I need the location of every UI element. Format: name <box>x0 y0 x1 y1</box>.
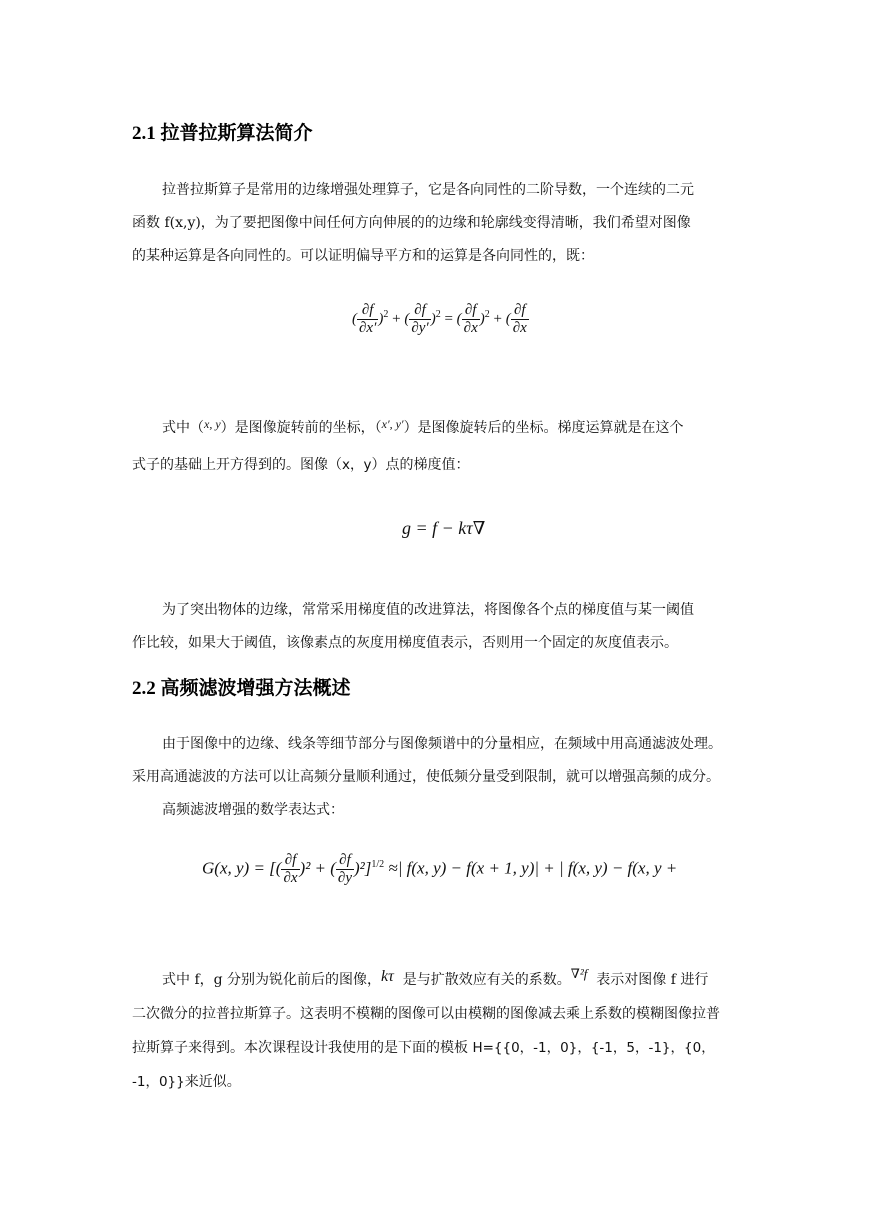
paragraph-line: 式子的基础上开方得到的。图像（x，y）点的梯度值： <box>132 457 470 473</box>
paragraph-line: 作比较，如果大于阈值，该像素点的灰度用梯度值表示，否则用一个固定的灰度值表示。 <box>132 635 678 651</box>
paragraph-line: 为了突出物体的边缘，常常采用梯度值的改进算法，将图像各个点的梯度值与某一阈值 <box>162 602 694 618</box>
equation-gradient-value: g = f − kτ∇ <box>402 518 486 538</box>
paragraph-line: 采用高通滤波的方法可以让高频分量顺利通过，使低频分量受到限制，就可以增强高频的成分。 <box>132 769 720 785</box>
paragraph-line: 函数 f(x,y)，为了要把图像中间任何方向伸展的的边缘和轮廓线变得清晰，我们希望对图像 <box>132 215 691 231</box>
section-heading-2-1: 2.1 拉普拉斯算法简介 <box>132 123 313 144</box>
paragraph-line: 由于图像中的边缘、线条等细节部分与图像频谱中的分量相应，在频域中用高通滤波处理。 <box>162 736 722 752</box>
paragraph-line: 二次微分的拉普拉斯算子。这表明不模糊的图像可以由模糊的图像减去乘上系数的模糊图像拉普 <box>132 1006 720 1022</box>
paragraph-line: 式中（x, y）是图像旋转前的坐标，（x′, y′）是图像旋转后的坐标。梯度运算就是在这个 <box>162 417 684 436</box>
paragraph-line: -1，0}}来近似。 <box>132 1074 241 1090</box>
paragraph-line: 拉普拉斯算子是常用的边缘增强处理算子，它是各向同性的二阶导数，一个连续的二元 <box>162 182 694 198</box>
paragraph-line: 拉斯算子来得到。本次课程设计我使用的是下面的模板 H={{0，-1，0}，{-1，5，-1}，{0， <box>132 1040 715 1056</box>
paragraph-line: 式中 f，g 分别为锐化前后的图像，kτ 是与扩散效应有关的系数。∇²f 表示对图像 f 进行 <box>162 966 709 988</box>
paragraph-line: 的某种运算是各向同性的。可以证明偏导平方和的运算是各向同性的，既： <box>132 248 594 264</box>
equation-partial-derivatives: ( $\frac{\partial f}{\partial x'}$ )$^2$ + ( $\frac{\partial f}{\partial y'}$ )$^2$ = ( $\frac{\partial f}{\partial x}$ )$^2$ + ( $\frac{\partial f}{\partial x}$ <box>352 302 527 336</box>
equation-high-frequency: G(x, y) = [( $\frac{\partial f}{\partial x}$ )² + ( $\frac{\partial f}{\partial y}$ )²]$^{1/2}$ ≈| f(x, y) − f(x + 1, y)| + | f(x, y) − f(x, y + <box>202 852 678 886</box>
section-heading-2-2: 2.2 高频滤波增强方法概述 <box>132 678 351 699</box>
paragraph-line: 高频滤波增强的数学表达式： <box>162 802 344 818</box>
